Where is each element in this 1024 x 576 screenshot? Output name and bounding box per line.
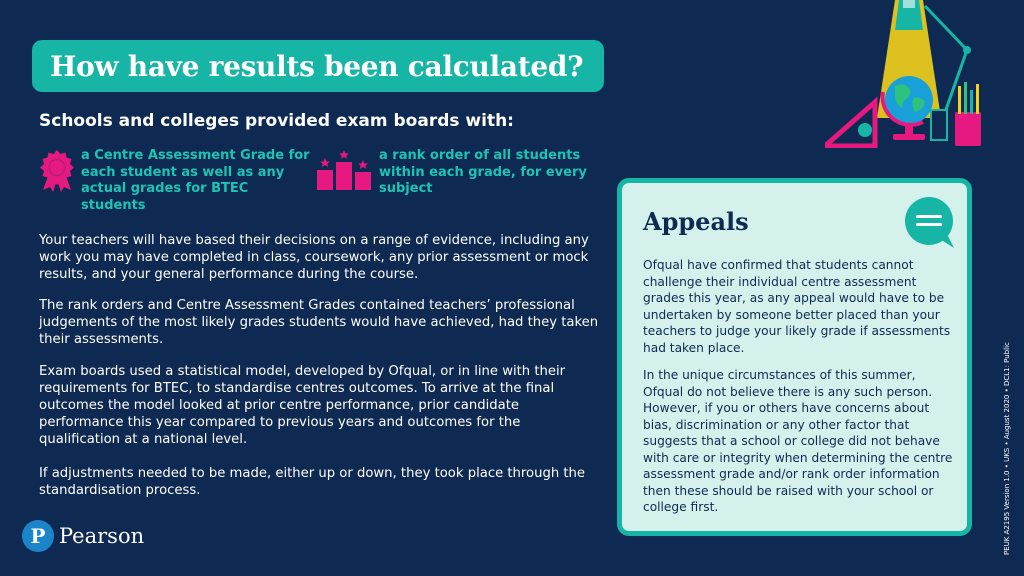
appeals-card [617,178,972,536]
page-title: How have results been calculated? [50,49,584,83]
body-paragraph: Your teachers will have based their decisions on a range of evidence, including any work you may have completed in class, coursework, any prior assessment or mock results, and your general performance during the course. [39,233,589,282]
body-paragraph: If adjustments needed to be made, either up or down, they took place through the standardisation process. [39,466,586,498]
feature-rank-order: a rank order of all students within each grade, for every subject [379,148,587,196]
intro-subheading: Schools and colleges provided exam boards with: [39,111,514,131]
pearson-logo-letter: P [30,524,46,548]
appeals-paragraph: Ofqual have confirmed that students cannot challenge their individual centre assessment grades this year, as any appeal would have to be undertaken by someone better placed than your teachers to judge your likely grade if assessments had taken place. [643,258,951,355]
ranking-podium-icon [317,150,371,190]
brand-name: Pearson [59,524,145,548]
title-banner [32,40,604,92]
pearson-logo [22,520,144,552]
chat-bubble-icon [902,196,956,250]
document-reference-code: PEUK A2195 Version 1.0 • UKS • August 2020 • DCL1: Public [1003,342,1011,555]
feature-centre-assessment-grade: a Centre Assessment Grade for each student as well as any actual grades for BTEC students [81,148,310,213]
appeals-title: Appeals [643,207,749,236]
desk-lamp-globe-illustration [825,0,990,148]
appeals-paragraph: In the unique circumstances of this summer, Ofqual do not believe there is any such person. However, if you or others have concerns about bias, discrimination or any other factor that suggests that a school or college did not behave with care or integrity when determining the centre assessment grade and/or rank order information then these should be raised with your school or college first. [643,368,953,514]
pearson-logo-icon [22,520,54,552]
rosette-badge-icon [39,150,75,192]
body-paragraph: Exam boards used a statistical model, developed by Ofqual, or in line with their requirements for BTEC, to standardise centres outcomes. To arrive at the final outcomes the model looked at prior centre performance, prior candidate performance this year compared to previous years and outcomes for the qualification at a national level. [39,364,566,447]
body-paragraph: The rank orders and Centre Assessment Grades contained teachers’ professional judgements of the most likely grades students would have achieved, had they taken their assessments. [39,298,599,347]
